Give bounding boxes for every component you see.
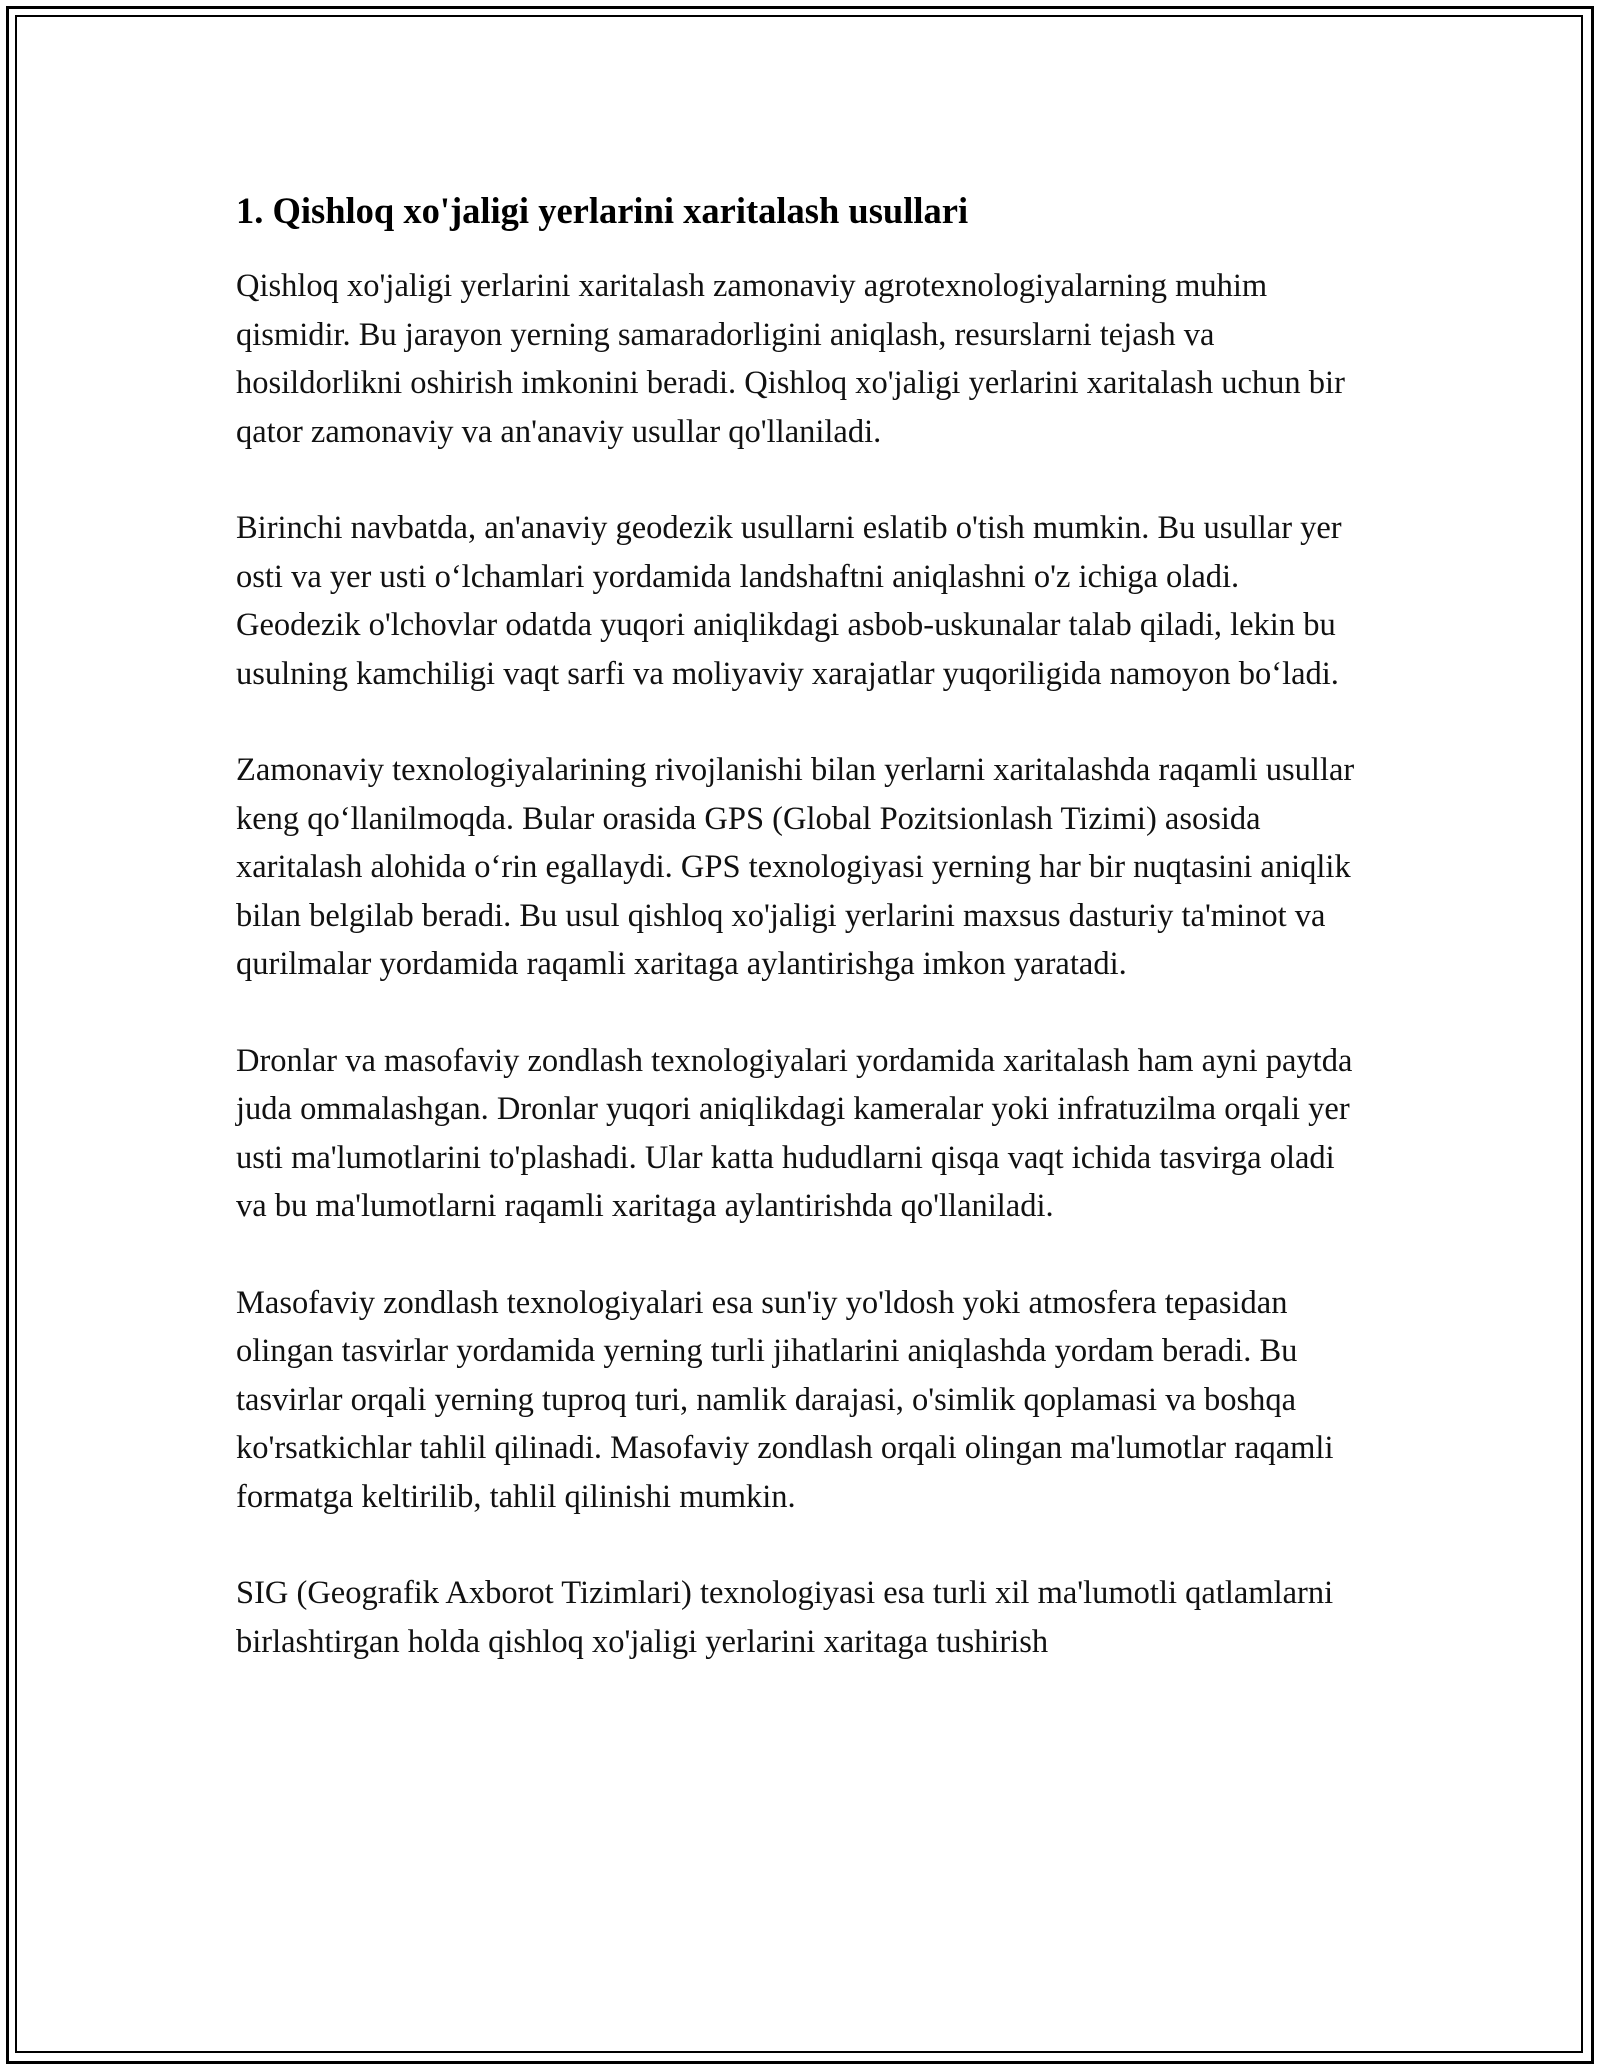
paragraph-remote-sensing: Masofaviy zondlash texnologiyalari esa sun'iy yo'ldosh yoki atmosfera tepasidan olingan tasvirlar yordamida yerning turli jihatlarini aniqlashda yordam beradi. Bu tasvirlar orqali yerning tuproq turi, namlik darajasi, o'simlik qoplamasi va boshqa ko'rsatkichlar tahlil qilinadi. Masofaviy zondlash orqali olingan ma'lumotlar raqamli formatga keltirilib, tahlil qilinishi mumkin. <box>236 1284 1334 1515</box>
paragraph-intro: Qishloq xo'jaligi yerlarini xaritalash zamonaviy agrotexnologiyalarning muhim qismidir. Bu jarayon yerning samaradorligini aniqlash, resurslarni tejash va hosildorlikni oshirish imkonini beradi. Qishloq xo'jaligi yerlarini xaritalash uchun bir qator zamonaviy va an'anaviy usullar qo'llaniladi. <box>236 268 1345 450</box>
section-heading: 1. Qishloq xo'jaligi yerlarini xaritalash usullari <box>236 190 969 231</box>
paragraph-geodetic-methods: Birinchi navbatda, an'anaviy geodezik usullarni eslatib o'tish mumkin. Bu usullar yer osti va yer usti oʻlchamlari yordamida landshaftni aniqlashni o'z ichiga oladi. Geodezik o'lchovlar odatda yuqori aniqlikdagi asbob-uskunalar talab qiladi, lekin bu usulning kamchiligi vaqt sarfi va moliyaviy xarajatlar yuqoriligida namoyon boʻladi. <box>236 510 1342 692</box>
paragraph-drones: Dronlar va masofaviy zondlash texnologiyalari yordamida xaritalash ham ayni paytda juda ommalashgan. Dronlar yuqori aniqlikdagi kameralar yoki infratuzilma orqali yer usti ma'lumotlarini to'plashadi. Ular katta hududlarni qisqa vaqt ichida tasvirga oladi va bu ma'lumotlarni raqamli xaritaga aylantirishda qo'llaniladi. <box>236 1042 1353 1224</box>
paragraph-gps-methods: Zamonaviy texnologiyalarining rivojlanishi bilan yerlarni xaritalashda raqamli usullar keng qoʻllanilmoqda. Bular orasida GPS (Global Pozitsionlash Tizimi) asosida xaritalash alohida oʻrin egallaydi. GPS texnologiyasi yerning har bir nuqtasini aniqlik bilan belgilab beradi. Bu usul qishloq xo'jaligi yerlarini maxsus dasturiy ta'minot va qurilmalar yordamida raqamli xaritaga aylantirishga imkon yaratadi. <box>236 752 1355 982</box>
document-body <box>236 186 1361 1666</box>
paragraph-gis: SIG (Geografik Axborot Tizimlari) texnologiyasi esa turli xil ma'lumotli qatlamlarni birlashtirgan holda qishloq xo'jaligi yerlarini xaritaga tushirish <box>236 1575 1334 1660</box>
